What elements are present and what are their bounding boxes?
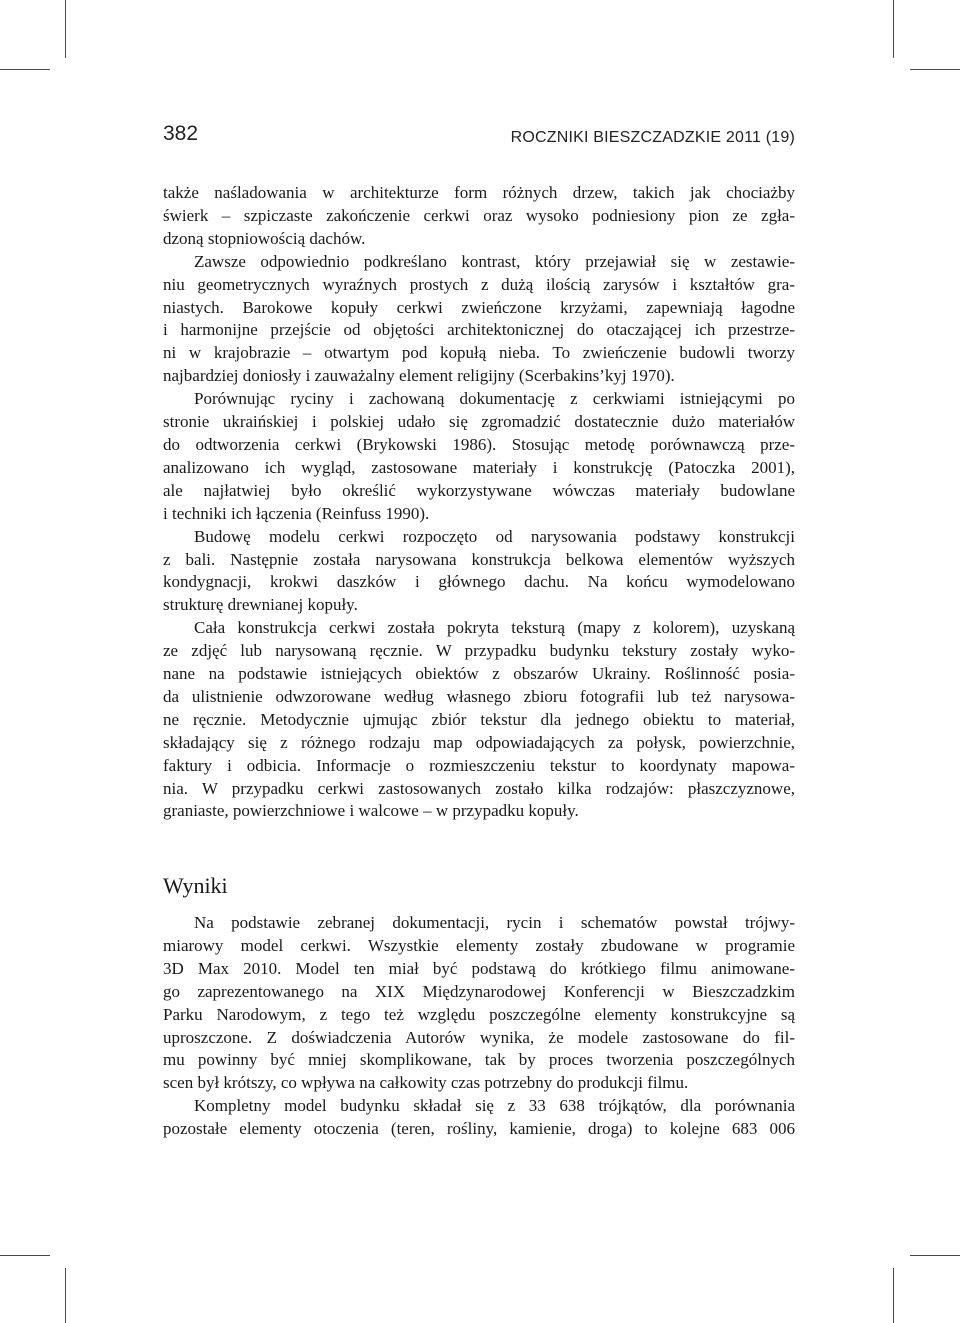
crop-mark-top-left — [65, 0, 66, 58]
paragraph-1 — [163, 182, 795, 251]
text-line: także naśladowania w architekturze form różnych drzew, takich jak chociażby — [163, 183, 795, 202]
text-line: nia. W przypadku cerkwi zastosowanych zostało kilka rodzajów: płaszczyznowe, — [163, 778, 795, 798]
text-line: da ulistnienie odwzorowane według własnego zbioru fotografii lub też narysowa- — [163, 686, 795, 706]
text-line: analizowano ich wygląd, zastosowane materiały i konstrukcję (Patoczka 2001), — [163, 457, 795, 477]
text-line: świerk – szpiczaste zakończenie cerkwi oraz wysoko podniesiony pion ze zgła- — [163, 205, 795, 225]
paragraph-5 — [163, 617, 795, 823]
text-line: Cała konstrukcja cerkwi została pokryta teksturą (mapy z kolorem), uzyskaną — [194, 618, 795, 638]
text-line: ale najłatwiej było określić wykorzystywane wówczas materiały budowlane — [163, 480, 795, 500]
text-line: miarowy model cerkwi. Wszystkie elementy zostały zbudowane w programie — [163, 935, 795, 955]
text-line: z bali. Następnie została narysowana konstrukcja belkowa elementów wyższych — [163, 549, 795, 569]
crop-mark-bottom-left — [65, 1268, 66, 1323]
body-text-top — [163, 182, 795, 823]
text-line: graniaste, powierzchniowe i walcowe – w przypadku kopuły. — [163, 801, 579, 821]
text-line: i techniki ich łączenia (Reinfuss 1990). — [163, 503, 430, 523]
running-head: ROCZNIKI BIESZCZADZKIE 2011 (19) — [510, 129, 795, 146]
paragraph-2 — [163, 251, 795, 388]
page-number: 382 — [163, 122, 199, 145]
text-line: go zaprezentowanego na XIX Międzynarodowej Konferencji w Bieszczadzkim — [163, 981, 795, 1001]
text-line: dzoną stopniowością dachów. — [163, 228, 366, 248]
text-line: niastych. Barokowe kopuły cerkwi zwieńczone krzyżami, zapewniają łagodne — [163, 297, 795, 317]
paragraph-7 — [163, 1095, 795, 1141]
text-line: niu geometrycznych wyraźnych prostych z dużą ilością zarysów i kształtów gra- — [163, 274, 795, 294]
paragraph-3 — [163, 388, 795, 525]
text-line: i harmonijne przejście od objętości architektonicznej do otaczającej ich przestrze- — [163, 320, 795, 340]
text-line: ne ręcznie. Metodycznie ujmując zbiór tekstur dla jednego obiektu to materiał, — [163, 709, 795, 729]
text-line: faktury i odbicia. Informacje o rozmieszczeniu tekstur to koordynaty mapowa- — [163, 755, 795, 775]
section-heading: Wyniki — [163, 873, 228, 898]
crop-mark-top-right — [893, 0, 894, 58]
text-line: Parku Narodowym, z tego też względu poszczególne elementy konstrukcyjne są — [163, 1004, 795, 1024]
text-line: kondygnacji, krokwi daszków i głównego dachu. Na końcu wymodelowano — [163, 572, 795, 592]
crop-mark-bottom-left-horizontal — [0, 1255, 50, 1256]
crop-mark-bottom-right-horizontal — [910, 1255, 960, 1256]
text-line: 3D Max 2010. Model ten miał być podstawą do krótkiego filmu animowane- — [163, 958, 795, 978]
crop-mark-top-right-horizontal — [910, 69, 960, 70]
text-line: pozostałe elementy otoczenia (teren, rośliny, kamienie, droga) to kolejne 683 006 — [163, 1119, 795, 1139]
crop-mark-bottom-right — [893, 1268, 894, 1323]
text-line: Porównując ryciny i zachowaną dokumentację z cerkwiami istniejącymi po — [194, 389, 795, 409]
text-line: ze zdjęć lub narysowaną ręcznie. W przypadku budynku tekstury zostały wyko- — [163, 641, 795, 661]
text-line: składający się z różnego rodzaju map odpowiadających za połysk, powierzchnie, — [163, 732, 795, 752]
text-line: stronie ukraińskiej i polskiej udało się zgromadzić dostatecznie dużo materiałów — [163, 412, 795, 432]
text-line: Zawsze odpowiednio podkreślano kontrast, który przejawiał się w zestawie- — [194, 251, 795, 271]
crop-mark-top-left-horizontal — [0, 69, 50, 70]
paragraph-4 — [163, 526, 795, 618]
text-line: ni w krajobrazie – otwartym pod kopułą nieba. To zwieńczenie budowli tworzy — [163, 343, 795, 363]
body-text-bottom — [163, 912, 795, 1141]
page-header — [163, 120, 795, 156]
text-line: mu powinny być mniej skomplikowane, tak by proces tworzenia poszczególnych — [163, 1050, 795, 1070]
text-line: Kompletny model budynku składał się z 33 638 trójkątów, dla porównania — [194, 1096, 795, 1116]
text-line: strukturę drewnianej kopuły. — [163, 595, 358, 615]
text-line: Budowę modelu cerkwi rozpoczęto od narysowania podstawy konstrukcji — [194, 526, 795, 546]
text-line: najbardziej doniosły i zauważalny element religijny (Scerbakins’kyj 1970). — [163, 366, 675, 386]
text-line: scen był krótszy, co wpływa na całkowity czas potrzebny do produkcji filmu. — [163, 1073, 689, 1093]
text-line: nane na podstawie istniejących obiektów z obszarów Ukrainy. Roślinność posia- — [163, 664, 795, 684]
text-line: Na podstawie zebranej dokumentacji, rycin i schematów powstał trójwy- — [194, 913, 795, 932]
paragraph-6 — [163, 912, 795, 1095]
text-line: do odtworzenia cerkwi (Brykowski 1986). Stosując metodę porównawczą prze- — [163, 434, 795, 454]
text-line: uproszczone. Z doświadczenia Autorów wynika, że modele zastosowane do fil- — [163, 1027, 795, 1047]
